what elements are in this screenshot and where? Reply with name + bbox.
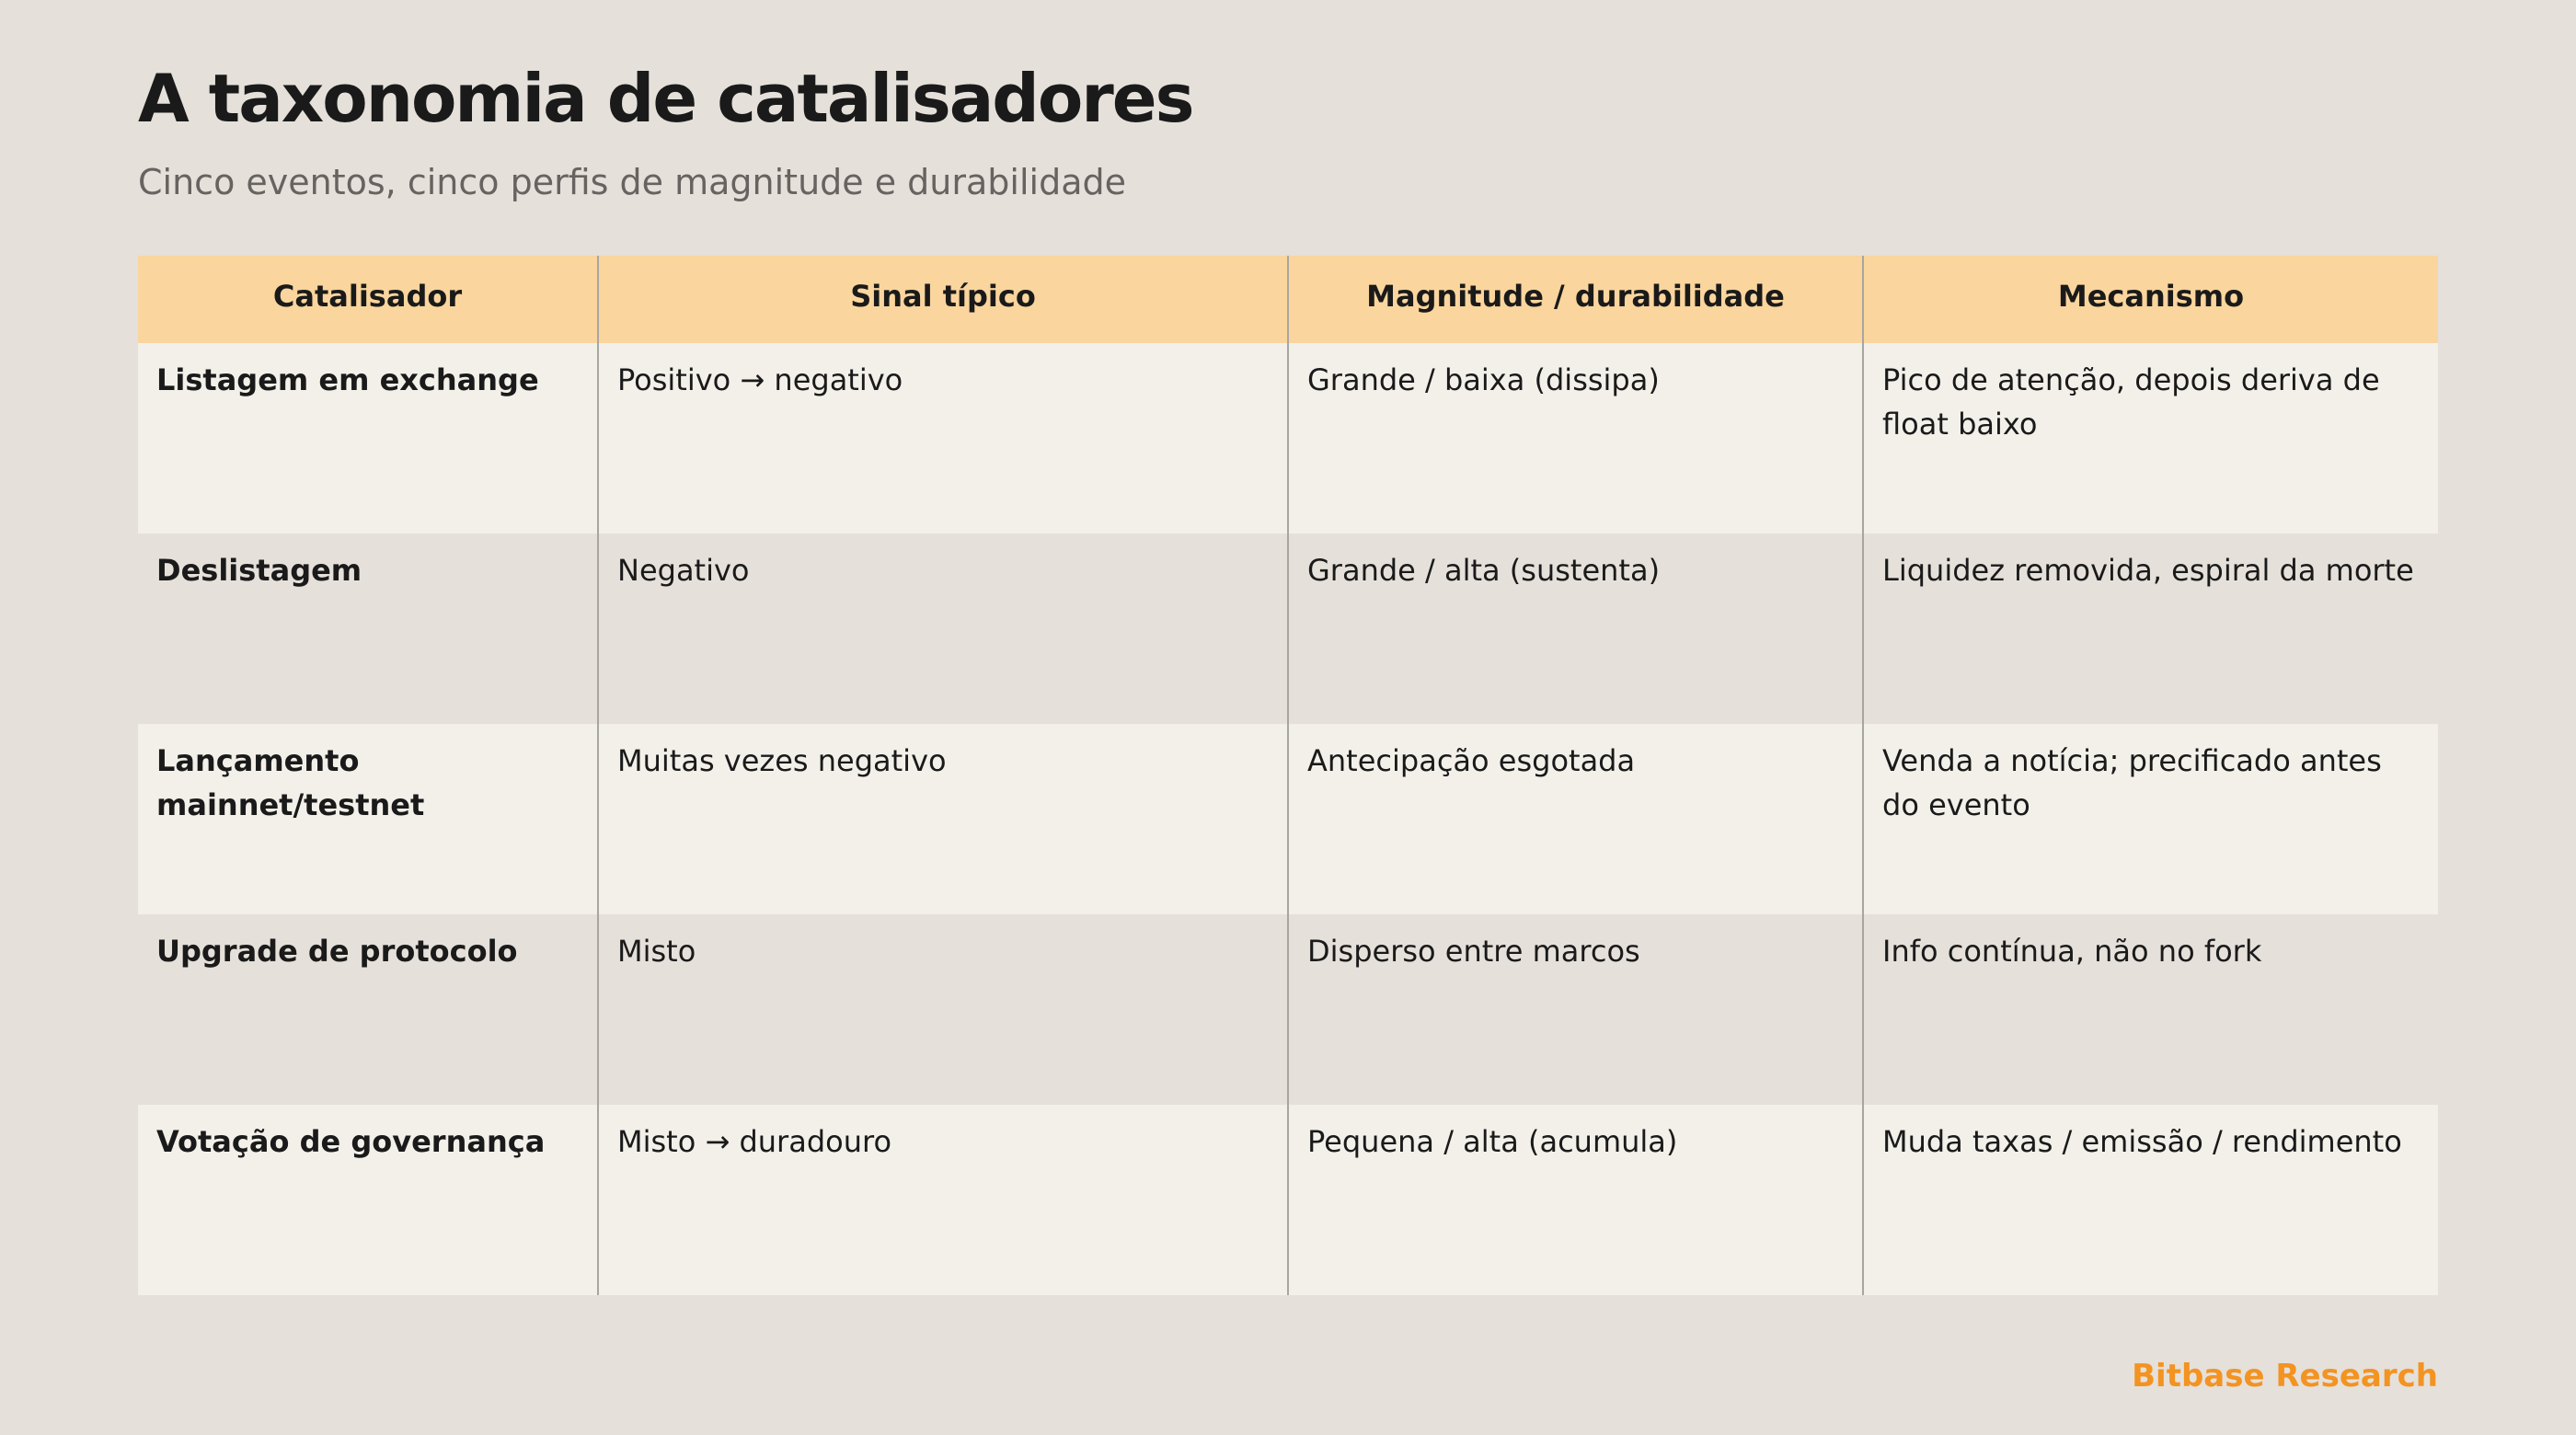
cell-signal: Positivo → negativo [598,343,1288,534]
table-row [138,914,2438,1105]
cell-catalyst: Deslistagem [156,553,362,588]
cell-mechanism: Info contínua, não no fork [1863,914,2438,1105]
cell-catalyst: Upgrade de protocolo [156,934,518,969]
column-header-sinal: Sinal típico [598,256,1288,343]
column-header-magnitude: Magnitude / durabilidade [1288,256,1863,343]
cell-signal: Muitas vezes negativo [598,724,1288,914]
table-row [138,534,2438,724]
cell-magnitude: Grande / alta (sustenta) [1288,534,1863,724]
page-title: A taxonomia de catalisadores [138,60,1193,137]
cell-catalyst: Lançamento mainnet/testnet [156,743,425,822]
cell-signal: Negativo [598,534,1288,724]
cell-magnitude: Antecipação esgotada [1288,724,1863,914]
cell-catalyst: Listagem em exchange [156,362,539,397]
cell-mechanism: Pico de atenção, depois deriva de float baixo [1863,343,2438,534]
table-row [138,1105,2438,1295]
catalyst-table [138,256,2438,1295]
column-header-catalisador: Catalisador [272,278,463,314]
column-header-mecanismo: Mecanismo [1863,256,2438,343]
cell-mechanism: Liquidez removida, espiral da morte [1863,534,2438,724]
cell-mechanism: Muda taxas / emissão / rendimento [1863,1105,2438,1295]
table-row [138,724,2438,914]
cell-magnitude: Pequena / alta (acumula) [1288,1105,1863,1295]
cell-magnitude: Grande / baixa (dissipa) [1288,343,1863,534]
footer-brand: Bitbase Research [2132,1358,2438,1395]
cell-catalyst: Votação de governança [156,1124,546,1159]
table-row [138,343,2438,534]
cell-mechanism: Venda a notícia; precificado antes do evento [1863,724,2438,914]
cell-magnitude: Disperso entre marcos [1288,914,1863,1105]
cell-signal: Misto [598,914,1288,1105]
table-header-row [138,256,2438,343]
page-subtitle: Cinco eventos, cinco perfis de magnitude e durabilidade [138,162,1127,202]
cell-signal: Misto → duradouro [598,1105,1288,1295]
